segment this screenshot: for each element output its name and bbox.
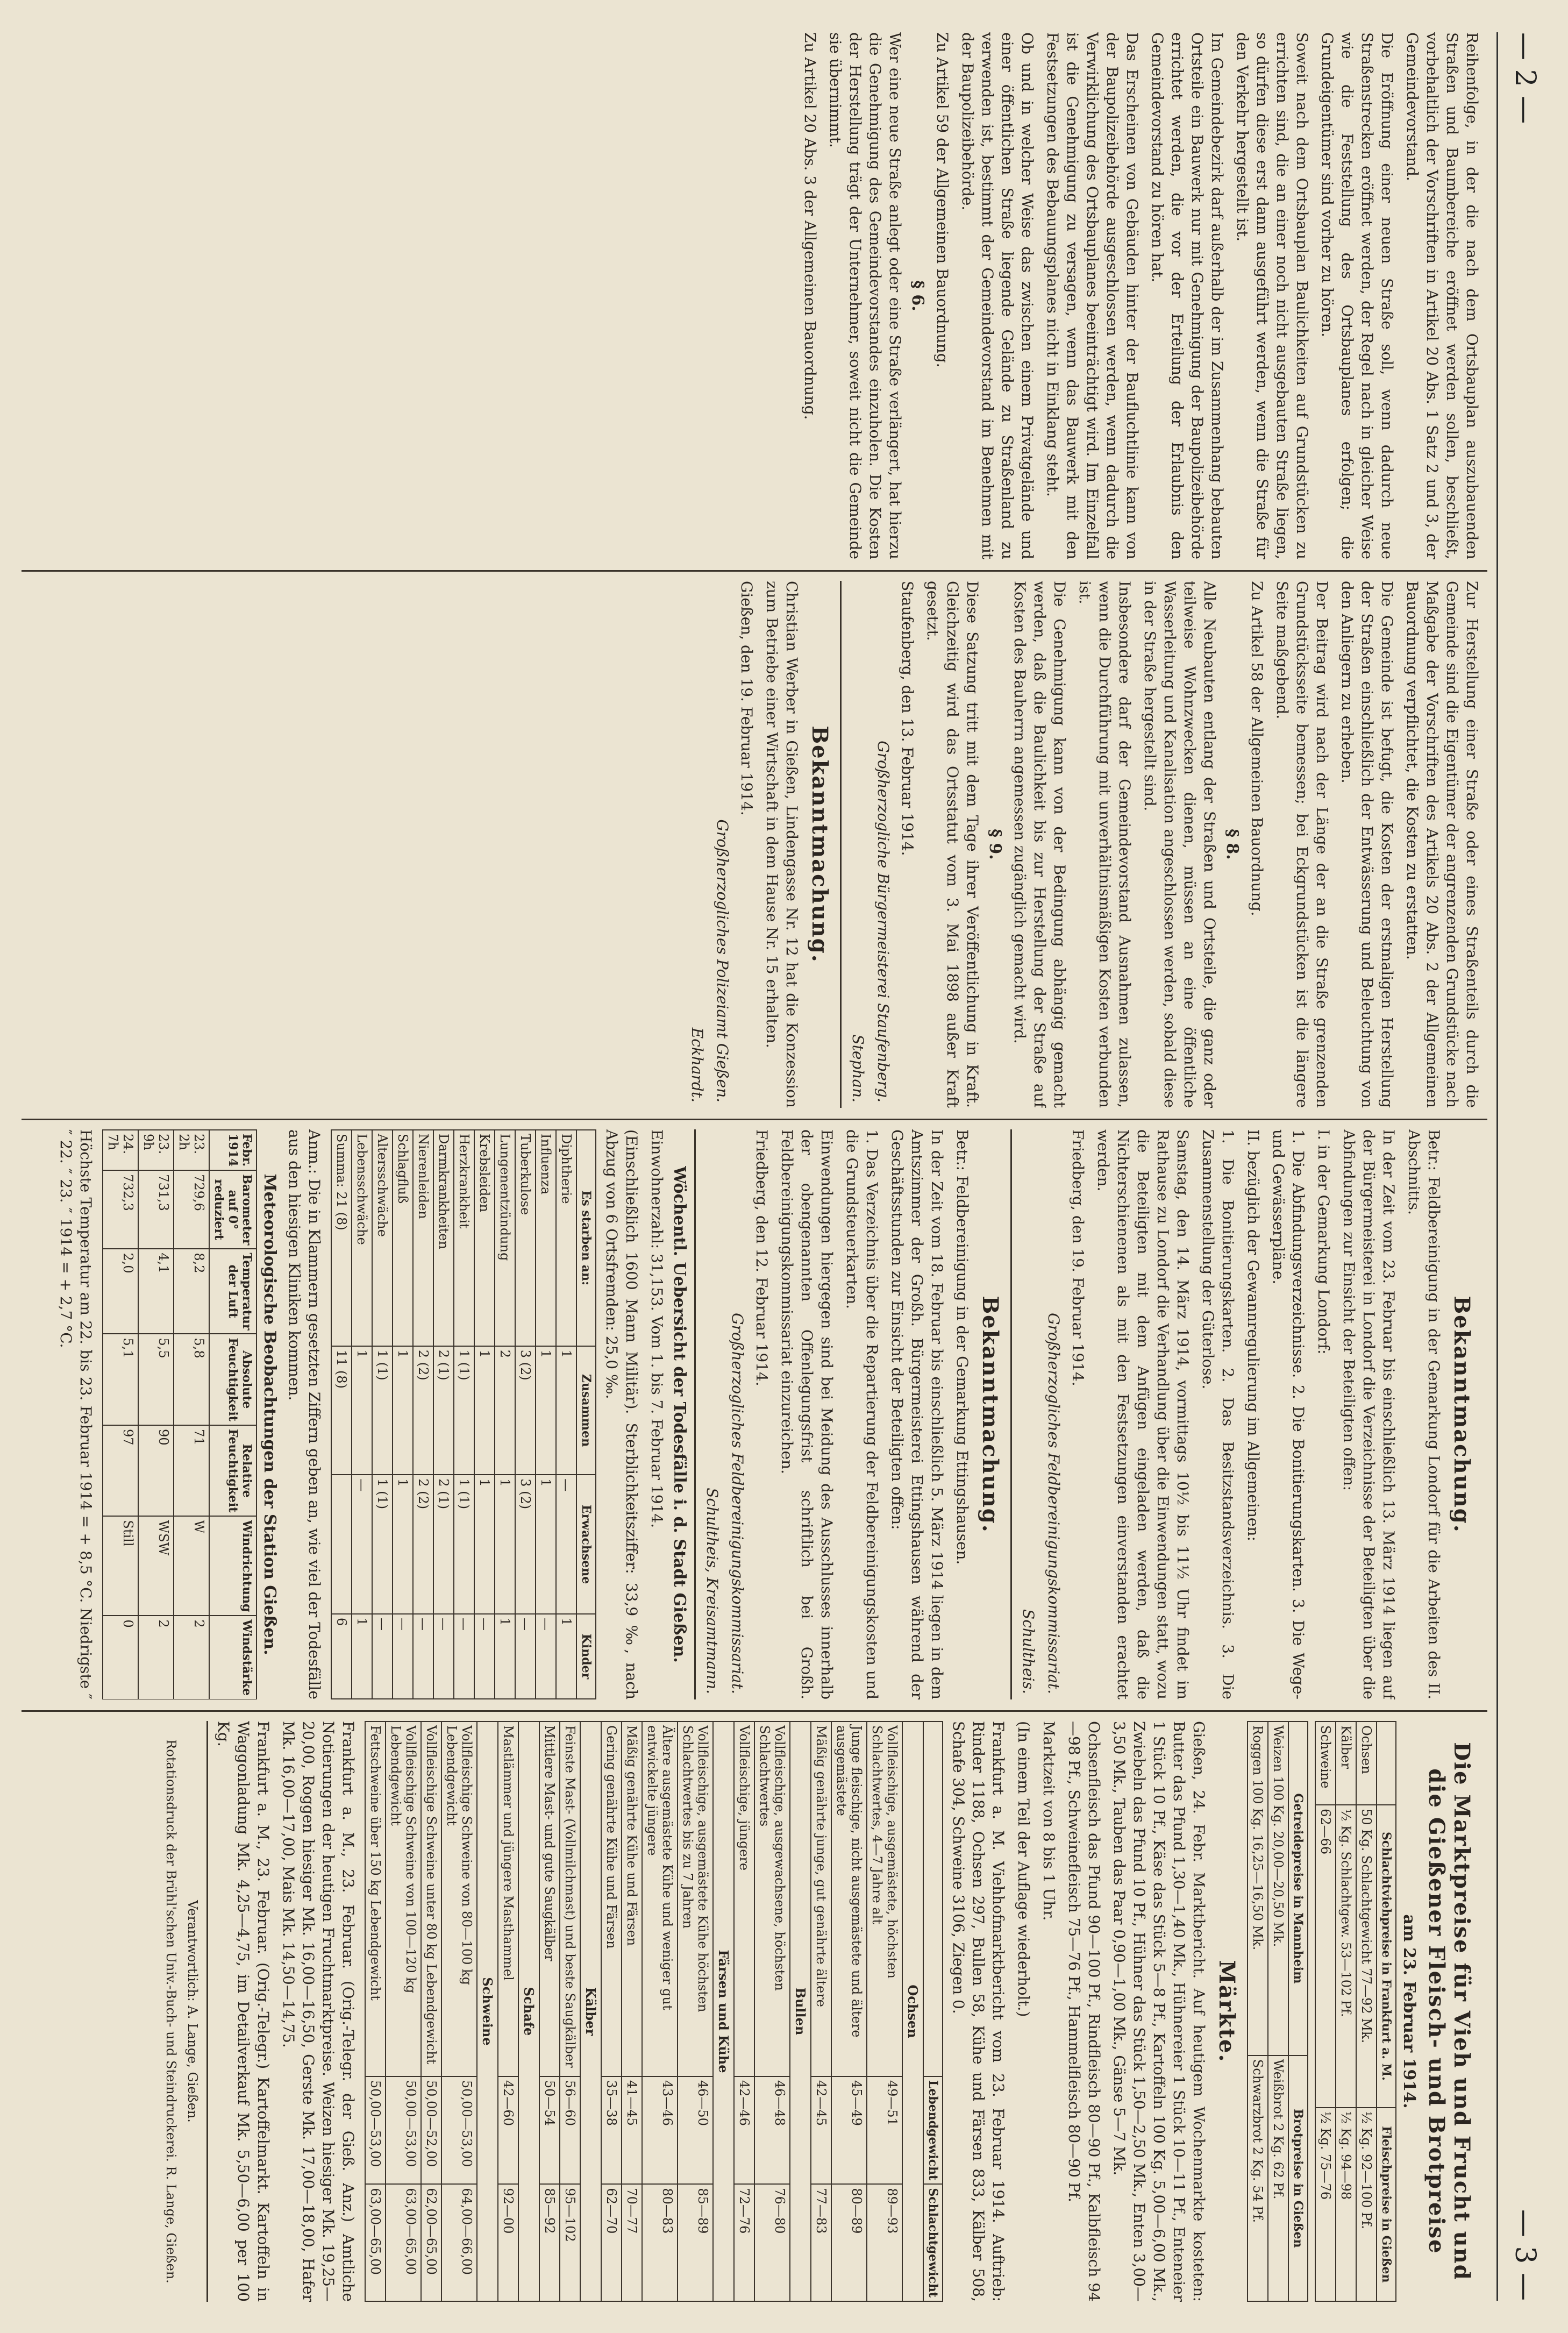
table-header-cell: Temperatur der Luft	[209, 1249, 256, 1334]
table-cell: 50—54	[539, 2076, 560, 2184]
table-cell: 85—89	[678, 2184, 713, 2301]
table-row	[1268, 1722, 1288, 2301]
table-row	[1248, 1722, 1268, 2301]
table-cell: Weißbrot 2 Kg. 62 Pf.	[1268, 2055, 1288, 2301]
group-name: Bullen	[790, 1722, 811, 2301]
col3-intro: Betr.: Feldbereinigung in der Gemarkung Londorf für die Arbeiten des II. Abschnitts.	[1405, 1129, 1443, 1699]
weekly-sub2: (Einschließlich 1600 Mann Militär). Sterblichkeitsziffer: 33,9 ‰, nach Abzug von 6 Ortsfremden: 25,0 ‰.	[603, 1129, 640, 1699]
table-cell: 1	[556, 1346, 576, 1475]
met-title: Meteorologische Beobachtungen der Station Gießen.	[260, 1173, 279, 1655]
table-cell: Herzkrankheit	[454, 1130, 474, 1346]
table-cell: 3 (2)	[515, 1346, 536, 1475]
col2-paragraph: Zu Artikel 58 der Allgemeinen Bauordnung.	[1248, 581, 1266, 916]
col2-paragraph: Der Beitrag wird nach der Länge der an die Straße grenzenden Grundstücksseite bemessen; bei Eckgrundstücken ist die längere Seite maßgebend.	[1273, 581, 1331, 1108]
table-cell: —	[474, 1614, 495, 1699]
weekly-sub: Einwohnerzahl: 31,153. Vom 1. bis 7. Februar 1914.	[648, 1129, 666, 1528]
col2-notice-title: Bekanntmachung.	[807, 725, 832, 963]
col2-section2-paragraph: Diese Satzung tritt mit dem Tage ihrer Veröffentlichung in Kraft. Gleichzeitig wird das Ortsstatut vom 3. Mai 1898 außer Kraft gesetzt.	[924, 581, 981, 1108]
table-header-cell: Febr. 1914	[209, 1130, 256, 1170]
table-cell: Altersschwäche	[372, 1130, 393, 1346]
table-cell: Nierenleiden	[413, 1130, 433, 1346]
col2-notice-office: Großherzogliches Polizeiamt Gießen.	[714, 819, 731, 1103]
table-row	[867, 1722, 902, 2301]
table-header-cell: Kinder	[576, 1614, 596, 1699]
table-cell: 1	[393, 1346, 413, 1475]
frucht-text: Frankfurt a. M., 23. Februar. (Orig.-Telegr. der Gieß. Anz.) Amtliche Notierungen der heutigen Fruchtmarktpreise. Weizen hiesiger Mk. 19,25—20,00, Roggen hiesiger Mk. 16,00—16,50, Gerste Mk. 17,00—18,00, Hafer Mk. 16,00—17,00, Mais Mk. 14,50—14,75.	[280, 1721, 357, 2302]
table-cell: 2	[495, 1346, 515, 1475]
table-row	[556, 1130, 576, 1699]
table-cell: 729,6	[174, 1170, 209, 1249]
table-cell: Krebsleiden	[474, 1130, 495, 1346]
table-cell: 77—83	[811, 2184, 831, 2301]
table-header-cell: Schlachtgewicht	[923, 2184, 943, 2301]
table-header-cell: Erwachsene	[576, 1475, 596, 1614]
table-cell: 24. 7h	[103, 1130, 138, 1170]
notice-divider	[840, 581, 842, 1108]
group-name: Färsen und Kühe	[713, 1722, 734, 2301]
table-header-cell: Zusammen	[576, 1346, 596, 1475]
group-row	[790, 1722, 811, 2301]
table-cell: 56—60	[560, 2076, 580, 2184]
table-cell: 35—38	[601, 2076, 622, 2184]
col3-intro2: Betr.: Feldbereinigung in der Gemarkung Ettingshausen.	[953, 1129, 971, 1565]
table-cell: Roggen 100 Kg. 16,25—16,50 Mk.	[1248, 1722, 1268, 2055]
table-cell: 1 (1)	[372, 1346, 393, 1475]
market-paragraph: Gießen, 24. Febr. Marktbericht. Auf heutigem Wochenmarkte kosteten: Butter das Pfund 1,30—1,40 Mk., Hühnereier 1 Stück 10—11 Pf., Enteneier 1 Stück 10 Pf., Käse das Stück 5—8 Pf., Kartoffeln 100 Kg. 5,00—6,00 Mk., Zwiebeln das Pfund 10 Pf., Hühner das Stück 1,50—2,50 Mk., Enten 3,00—3,50 Mk., Tauben das Paar 0,90—1,00 Mk., Gänse 5—7 Mk.	[1110, 1721, 1208, 2302]
table-cell: 64,00—66,00	[441, 2184, 477, 2301]
col2-office: Großherzogliche Bürgermeisterei Staufenberg.	[874, 741, 892, 1103]
table-header-cell: Lebendgewicht	[923, 2076, 943, 2184]
col3-signature2: Schultheis, Kreisamtmann.	[703, 1488, 721, 1694]
table-cell: 2	[138, 1616, 174, 1699]
table-cell: 97	[103, 1425, 138, 1516]
col3-paragraph2: 1. Das Verzeichnis über die Repartierung der Feldbereinigungskosten und die Grundsteuerkarten.	[843, 1129, 881, 1699]
table-cell: Fettschweine über 150 kg Lebendgewicht	[365, 1722, 386, 2076]
grain-body	[1248, 1722, 1288, 2301]
group-name: Kälber	[580, 1722, 601, 2301]
table-cell: 2 (1)	[433, 1475, 454, 1614]
col3-office: Großherzogliches Feldbereinigungskommissariat.	[1045, 1313, 1063, 1694]
table-cell: 42—46	[734, 2076, 754, 2184]
table-row	[1356, 1722, 1377, 2301]
table-header-cell	[923, 1722, 943, 2076]
col3-paragraph: II. bezüglich der Gewannregulierung im Allgemeinen:	[1244, 1129, 1262, 1541]
col3-paragraph: Samstag, den 14. März 1914, vormittags 10½ bis 11½ Uhr findet im Rathause zu Londorf die Verhandlung über die Einwendungen statt, wozu die Beteiligten mit dem Anfügen eingeladen werden, daß die Nichterschienenen als mit den Festsetzungen einverstanden erachtet werden.	[1094, 1129, 1192, 1699]
table-row	[474, 1130, 495, 1699]
table-cell: Schweine	[1315, 1722, 1336, 1805]
col1-paragraph: Soweit nach dem Ortsbauplan Baulichkeiten auf Grundstücken zu errichten sind, die an einer noch nicht ausgebauten Straße liegen, so dürfen diese erst dann ausgeführt werden, wenn die Straße für den Verkehr hergestellt ist.	[1234, 32, 1311, 559]
table-cell: 62,00—65,00	[421, 2184, 441, 2301]
table-row	[174, 1130, 209, 1699]
table-cell: 63,00—65,00	[386, 2184, 421, 2301]
grain-header-row	[1288, 1722, 1308, 2301]
table-header-cell: Windstärke	[209, 1616, 256, 1699]
table-cell: Schlagfluß	[393, 1130, 413, 1346]
table-row	[331, 1130, 352, 1699]
table-cell: Vollfleischige, ausgewachsene, höchsten Schlachtwertes	[754, 1722, 790, 2076]
table-cell: Feinste Mast- (Vollmilchmast) und beste Saugkälber	[560, 1722, 580, 2076]
market-paragraph: Ochsenfleisch das Pfund 90—100 Pf., Rindfleisch 80—90 Pf., Kalbfleisch 94—98 Pf., Schweinefleisch 75—76 Pf., Hammelfleisch 80—90 Pf.	[1065, 1721, 1103, 2302]
table-cell: 85—92	[539, 2184, 560, 2301]
market-prices-title: Die Marktpreise für Vieh und Frucht und die Gießener Fleisch- und Brotpreise	[1424, 1742, 1474, 2281]
table-cell: Gering genährte Kühe und Färsen	[601, 1722, 622, 2076]
table-cell: Vollfleischige Schweine von 100—120 kg Lebendgewicht	[386, 1722, 421, 2076]
table-cell: Vollfleischige, ausgemästete Kühe höchsten Schlachtwertes bis zu 7 Jahren	[678, 1722, 713, 2076]
table-header-cell	[1377, 1722, 1396, 1805]
table-cell	[331, 1475, 352, 1614]
table-row	[138, 1130, 174, 1699]
table-cell: 50 Kg. Schlachtgewicht 77—92 Mk.	[1356, 1805, 1377, 2108]
death-causes-body	[331, 1130, 576, 1699]
table-header-cell: Fleischpreise in Gießen	[1377, 2108, 1396, 2301]
table-cell: 0	[103, 1616, 138, 1699]
grain-prices-table	[1247, 1721, 1308, 2302]
table-cell: Summa: 21 (8)	[331, 1130, 352, 1346]
col2-paragraph: Die Gemeinde ist befugt, die Kosten der erstmaligen Herstellung der Straßen einschließlich der Entwässerung und Beleuchtung von den Anliegern zu erheben.	[1338, 581, 1396, 1108]
table-header-cell: Getreidepreise in Mannheim	[1288, 1722, 1308, 2055]
table-row	[352, 1130, 372, 1699]
table-cell: Vollfleischige Schweine von 80—100 kg Lebendgewicht	[441, 1722, 477, 2076]
table-cell: ½ Kg. 94—98	[1336, 2108, 1356, 2301]
kartoffel-text: Frankfurt a. M., 23. Februar. (Orig.-Telegr.) Kartoffelmarkt. Kartoffeln in Waggonladung Mk. 4,25—4,75, im Detailverkauf Mk. 5,50—6,00 per 100 Kg.	[215, 1721, 272, 2302]
market-note: (In einem Teil der Auflage wiederholt.)	[1015, 1721, 1032, 2017]
col2-notice-place: Gießen, den 19. Februar 1914.	[738, 581, 756, 816]
table-cell: 43—46	[642, 2076, 678, 2184]
col3-paragraph2: Einwendungen hiergegen sind bei Meidung des Ausschlusses innerhalb der obengenannten Offenlegungsfrist schriftlich bei Großh. Feldbereinigungskommissariat einzureichen.	[778, 1129, 836, 1699]
meat-prices-table	[1315, 1721, 1396, 2302]
col3-place-date: Friedberg, den 19. Februar 1914.	[1069, 1129, 1087, 1386]
table-header-cell: Schlachtviehpreise in Frankfurt a. M.	[1377, 1805, 1396, 2108]
col2-section-paragraph: Insbesondere darf der Gemeindevorstand Ausnahmen zulassen, wenn die Durchführung mit unverhältnismäßigen Kosten verbunden ist.	[1076, 581, 1134, 1108]
frankfurt-intro: Frankfurt a. M. Viehhofmarktbericht vom 23. Februar 1914. Auftrieb: Rinder 1188, Ochsen 297, Bullen 58, Kühe und Färsen 833, Kälber 508, Schafe 304, Schweine 3106, Ziegen 0.	[950, 1721, 1007, 2302]
column-divider	[22, 570, 1487, 572]
table-cell: Schwarzbrot 2 Kg. 54 Pf.	[1248, 2055, 1268, 2301]
table-cell: Vollfleischige, ausgemästete, höchsten Schlachtwertes, 4—7 Jahre alt	[867, 1722, 902, 2076]
table-cell: 92—00	[498, 2184, 518, 2301]
livestock-body	[365, 1722, 923, 2301]
table-row	[622, 1722, 642, 2301]
left-page-number: — 2 —	[1509, 32, 1541, 124]
table-cell: 1	[495, 1614, 515, 1699]
column-3	[22, 1129, 1482, 1699]
table-row	[536, 1130, 556, 1699]
table-row	[734, 1722, 754, 2301]
table-cell: 41—45	[622, 2076, 642, 2184]
table-row	[515, 1130, 536, 1699]
table-cell: —	[536, 1614, 556, 1699]
table-cell: 71	[174, 1425, 209, 1516]
table-row	[386, 1722, 421, 2301]
table-cell: Kälber	[1336, 1722, 1356, 1805]
table-header-cell: Barometer auf 0° reduziert	[209, 1170, 256, 1249]
table-row	[372, 1130, 393, 1699]
table-cell: 80—83	[642, 2184, 678, 2301]
page-header	[1503, 32, 1546, 2301]
table-cell: —	[556, 1475, 576, 1614]
col3-title: Bekanntmachung.	[1449, 1296, 1474, 1533]
table-row	[433, 1130, 454, 1699]
col1-section-paragraph: Wer eine neue Straße anlegt oder eine Straße verlängert, hat hierzu die Genehmigung des Gemeindevorstandes einzuholen. Die Kosten der Herstellung trägt der Unternehmer, soweit nicht die Gemeinde sie übernimmt.	[826, 32, 904, 559]
col2-section-paragraph: Alle Neubauten entlang der Straßen und Ortsteile, die ganz oder teilweise Wohnzwecken dienen, müssen an eine öffentliche Wasserleitung und Kanalisation angeschlossen werden, sobald diese in der Straße hergestellt sind.	[1141, 581, 1218, 1108]
death-causes-header-row	[576, 1130, 596, 1699]
table-cell: 2	[174, 1616, 209, 1699]
table-cell: WSW	[138, 1516, 174, 1616]
table-cell: 1	[352, 1346, 372, 1475]
table-cell: 49—51	[867, 2076, 902, 2184]
table-cell: 89—93	[867, 2184, 902, 2301]
table-cell: 63,00—65,00	[365, 2184, 386, 2301]
table-cell: 8,2	[174, 1249, 209, 1334]
table-row	[421, 1722, 441, 2301]
table-cell: 2,0	[103, 1249, 138, 1334]
table-cell: 80—89	[831, 2184, 867, 2301]
table-cell: 1 (1)	[454, 1475, 474, 1614]
col3-signature: Schultheis.	[1020, 1609, 1037, 1694]
table-cell: Mäßig genährte junge, gut genährte ältere	[811, 1722, 831, 2076]
table-header-cell: Absolute Feuchtigkeit	[209, 1334, 256, 1425]
table-cell: Influenza	[536, 1130, 556, 1346]
col1-paragraph: Im Gemeindebezirk darf außerhalb der im Zusammenhang bebauten Ortsteile ein Bauwerk nur mit Genehmigung der Baupolizeibehörde errichtet werden, die vor der Erteilung der Erlaubnis den Gemeindevorstand zu hören hat.	[1149, 32, 1226, 559]
livestock-header-row	[923, 1722, 943, 2301]
table-cell: 50,00—53,00	[365, 2076, 386, 2184]
table-cell: ½ Kg. 92—100 Pf.	[1356, 2108, 1377, 2301]
table-cell: W	[174, 1516, 209, 1616]
table-cell: 3 (2)	[515, 1475, 536, 1614]
table-cell: —	[433, 1614, 454, 1699]
table-cell: 23. 2h	[174, 1130, 209, 1170]
table-row	[560, 1722, 580, 2301]
col2-signature: Stephan.	[849, 1034, 867, 1103]
table-cell: Vollfleischige Schweine unter 80 kg Lebendgewicht	[421, 1722, 441, 2076]
footer-divider	[206, 1721, 208, 2302]
table-cell: 6	[331, 1614, 352, 1699]
table-cell: Vollfleischige, jüngere	[734, 1722, 754, 2076]
table-cell: Diphtherie	[556, 1130, 576, 1346]
table-cell: —	[393, 1614, 413, 1699]
table-cell: Mittlere Mast- und gute Saugkälber	[539, 1722, 560, 2076]
table-row	[498, 1722, 518, 2301]
table-cell: 1 (1)	[454, 1346, 474, 1475]
table-cell: 4,1	[138, 1249, 174, 1334]
table-row	[103, 1130, 138, 1699]
table-cell: 5,5	[138, 1334, 174, 1425]
table-cell: Mäßig genährte Kühe und Färsen	[622, 1722, 642, 2076]
col3-place-date2: Friedberg, den 12. Februar 1914.	[753, 1129, 771, 1386]
table-header-cell: Brotpreise in Gießen	[1288, 2055, 1308, 2301]
meat-header-row	[1377, 1722, 1396, 2301]
table-header-cell: Windrichtung	[209, 1516, 256, 1616]
livestock-prices-table	[365, 1721, 943, 2302]
table-cell: —	[515, 1614, 536, 1699]
table-row	[811, 1722, 831, 2301]
column-4	[22, 1721, 1482, 2302]
col1-section-paragraph: Zu Artikel 20 Abs. 3 der Allgemeinen Bauordnung.	[801, 32, 819, 420]
markets-title: Märkte.	[1214, 1960, 1239, 2063]
table-cell: 731,3	[138, 1170, 174, 1249]
table-row	[454, 1130, 474, 1699]
table-cell: 1	[556, 1614, 576, 1699]
table-cell: 46—50	[678, 2076, 713, 2184]
met-table	[102, 1129, 257, 1699]
table-cell: 62—66	[1315, 1805, 1336, 2108]
table-cell: 5,1	[103, 1334, 138, 1425]
group-name: Ochsen	[902, 1722, 923, 2301]
table-cell: 2 (2)	[413, 1475, 433, 1614]
col3-divider	[694, 1129, 696, 1699]
table-cell: 5,8	[174, 1334, 209, 1425]
table-header-cell: Relative Feuchtigkeit	[209, 1425, 256, 1516]
table-cell: 95—102	[560, 2184, 580, 2301]
table-cell: 72—76	[734, 2184, 754, 2301]
col3-title2: Bekanntmachung.	[978, 1296, 1003, 1533]
right-page-number: — 3 —	[1509, 2209, 1541, 2301]
table-row	[539, 1722, 560, 2301]
column-divider	[22, 1119, 1487, 1120]
table-cell: ½ Kg. Schlachtgew. 53—102 Pf.	[1336, 1805, 1356, 2108]
table-header-cell: Es starben an:	[576, 1130, 596, 1346]
table-cell: 50,00—53,00	[386, 2076, 421, 2184]
table-cell: Darmkrankheiten	[433, 1130, 454, 1346]
death-causes-table	[331, 1129, 596, 1699]
table-cell: 2 (1)	[433, 1346, 454, 1475]
table-cell: 732,3	[103, 1170, 138, 1249]
col2-notice-signature: Eckhardt.	[688, 1027, 706, 1103]
table-cell: 62—70	[601, 2184, 622, 2301]
table-cell: 46—48	[754, 2076, 790, 2184]
col1-paragraph: Das Erscheinen von Gebäuden hinter der Baufluchtlinie kann von der Baupolizeibehörde ausgeschlossen werden, wenn dadurch die Verwirklichung des Ortsbauplanes beeinträchtigt wird. Im Einzelfall ist die Genehmigung zu versagen, wenn das Bauwerk mit den Festsetzungen des Bebauungsplanes nicht in Einklang steht.	[1044, 32, 1141, 559]
table-cell: 1	[536, 1346, 556, 1475]
col3-paragraph: 1. Die Abfindungsverzeichnisse. 2. Die Bonitierungskarten. 3. Die Wege- und Gewässerpläne.	[1270, 1129, 1307, 1699]
col3-paragraph: I. in der Gemarkung Londorf:	[1315, 1129, 1332, 1355]
group-row	[713, 1722, 734, 2301]
table-cell: Mastlämmer und jüngere Masthammel	[498, 1722, 518, 2076]
table-cell: —	[413, 1614, 433, 1699]
column-1	[22, 32, 1482, 559]
table-cell: Junge fleischige, nicht ausgemästete und ältere ausgemästete	[831, 1722, 867, 2076]
group-row	[902, 1722, 923, 2301]
group-row	[518, 1722, 539, 2301]
table-cell: 1	[352, 1614, 372, 1699]
group-row	[477, 1722, 498, 2301]
group-name: Schafe	[518, 1722, 539, 2301]
col1-paragraph: Die Eröffnung einer neuen Straße soll, wenn dadurch neue Straßenstrecken eröffnet werden, der Regel nach in gleicher Weise wie die Feststellung des Ortsbauplanes erfolgen; die Grundeigentümer sind vorher zu hören.	[1318, 32, 1396, 559]
col3-paragraph2: In der Zeit vom 18. Februar bis einschließlich 5. März 1914 liegen in dem Amtszimmer der Großh. Bürgermeisterei Ettingshausen während der Geschäftsstunden zur Einsicht der Beteiligten offen:	[888, 1129, 946, 1699]
col2-section2-title: § 9.	[986, 829, 1004, 860]
table-cell: 1	[474, 1475, 495, 1614]
causes-note: Anm.: Die in Klammern gesetzten Ziffern geben an, wie viel der Todesfälle aus den hiesigen Kliniken kommen.	[286, 1129, 323, 1699]
table-cell: —	[352, 1475, 372, 1614]
table-row	[441, 1722, 477, 2301]
col3-paragraph: In der Zeit vom 23. Februar bis einschließlich 13. März 1914 liegen auf der Bürgermeisterei in Londorf die Verzeichnisse der Beteiligten über die Abfindungen zur Einsicht der Beteiligten offen:	[1340, 1129, 1398, 1699]
met-extremes: Höchste Temperatur am 22. bis 23. Februar 1914 = + 8,5 °C. Niedrigste ″ ″ 22. ″ 23. ″ 1914 = + 2,7 °C.	[57, 1129, 95, 1699]
col1-paragraph: Zu Artikel 59 der Allgemeinen Bauordnung.	[933, 32, 951, 368]
col1-section-title: § 6.	[908, 280, 927, 311]
table-row	[601, 1722, 622, 2301]
table-row	[831, 1722, 867, 2301]
met-body	[103, 1130, 209, 1699]
table-cell: —	[454, 1614, 474, 1699]
table-cell: 76—80	[754, 2184, 790, 2301]
col2-place-date: Staufenberg, den 13. Februar 1914.	[899, 581, 916, 856]
col2-section-title: § 8.	[1223, 829, 1242, 860]
table-cell: 1 (1)	[372, 1475, 393, 1614]
col1-paragraph: Ob und in welcher Weise das zwischen einem Privatgelände und einer öffentlichen Straße liegende Gelände zu Straßenland zu verwenden ist, bestimmt der Gemeindevorstand im Benehmen mit der Baupolizeibehörde.	[959, 32, 1036, 559]
table-cell: Lebensschwäche	[352, 1130, 372, 1346]
col3-divider	[1010, 1129, 1012, 1699]
table-row	[365, 1722, 386, 2301]
column-divider	[22, 1710, 1487, 1712]
table-cell: ½ Kg. 75—76	[1315, 2108, 1336, 2301]
col2-paragraph: Zur Herstellung einer Straße oder eines Straßenteils durch die Gemeinde sind die Eigentümer der angrenzenden Grundstücke nach Maßgabe der Vorschriften des Artikels 20 Abs. 2 der Allgemeinen Bauordnung verpflichtet, die Kosten zu erstatten.	[1403, 581, 1481, 1108]
meat-body	[1315, 1722, 1377, 2301]
table-cell: Lungenentzündung	[495, 1130, 515, 1346]
table-cell: —	[372, 1614, 393, 1699]
group-name: Schweine	[477, 1722, 498, 2301]
table-cell: 42—45	[811, 2076, 831, 2184]
col2-section-paragraph: Die Genehmigung kann von der Bedingung abhängig gemacht werden, daß die Baulichkeit bis zur Herstellung der Straße auf Kosten des Bauherrn angemessen zugänglich gemacht wird.	[1011, 581, 1068, 1108]
column-2	[22, 581, 1482, 1108]
table-cell: 1	[536, 1475, 556, 1614]
market-paragraph: Marktzeit von 8 bis 1 Uhr.	[1040, 1721, 1058, 1921]
table-row	[413, 1130, 433, 1699]
table-cell: 23. 9h	[138, 1130, 174, 1170]
table-cell: 70—77	[622, 2184, 642, 2301]
editor-line: Verantwortlich: A. Lange, Gießen.	[185, 1900, 200, 2123]
table-cell: Still	[103, 1516, 138, 1616]
weekly-title: Wöchentl. Uebersicht der Todesfälle i. d. Stadt Gießen.	[670, 1166, 689, 1663]
table-cell: Ochsen	[1356, 1722, 1377, 1805]
group-row	[580, 1722, 601, 2301]
met-header-row	[209, 1130, 256, 1699]
table-row	[495, 1130, 515, 1699]
table-row	[393, 1130, 413, 1699]
col2-notice-text: Christian Werber in Gießen, Lindengasse Nr. 12 hat die Konzession zum Betriebe einer Wirtschaft in dem Hause Nr. 15 erhalten.	[763, 581, 801, 1108]
table-cell: 1	[393, 1475, 413, 1614]
col1-paragraph: Reihenfolge, in der die nach dem Ortsbauplan auszubauenden Straßen und Baumbereiche eröffnet werden sollen, beschließt, vorbehaltlich der Vorschriften in Artikel 20 Abs. 1 Satz 2 und 3, der Gemeindevorstand.	[1403, 32, 1481, 559]
table-cell: Weizen 100 Kg. 20,00—20,50 Mk.	[1268, 1722, 1288, 2055]
table-cell: 2 (2)	[413, 1346, 433, 1475]
table-cell: 1	[474, 1346, 495, 1475]
table-cell: 42—60	[498, 2076, 518, 2184]
table-cell: 50,00—52,00	[421, 2076, 441, 2184]
table-row	[1336, 1722, 1356, 2301]
table-row	[754, 1722, 790, 2301]
printer-line: Rotationsdruck der Brühl'schen Univ.-Buch- und Steindruckerei. R. Lange, Gießen.	[163, 1739, 179, 2284]
table-cell: 11 (8)	[331, 1346, 352, 1475]
market-prices-subtitle: am 23. Februar 1914.	[1400, 1914, 1419, 2109]
table-cell: 50,00—53,00	[441, 2076, 477, 2184]
table-cell: Ältere ausgemästete Kühe und weniger gut entwickelte jüngere	[642, 1722, 678, 2076]
table-cell: Tuberkulose	[515, 1130, 536, 1346]
table-row	[678, 1722, 713, 2301]
table-cell: 90	[138, 1425, 174, 1516]
table-row	[642, 1722, 678, 2301]
table-row	[1315, 1722, 1336, 2301]
col3-office2: Großherzogliches Feldbereinigungskommissariat.	[729, 1313, 746, 1694]
table-cell: 45—49	[831, 2076, 867, 2184]
header-rule	[1496, 32, 1498, 2301]
col3-paragraph: 1. Die Bonitierungskarten. 2. Das Besitzstandsverzeichnis. 3. Die Zusammenstellung der Güterlose.	[1199, 1129, 1237, 1699]
table-cell: 1	[495, 1475, 515, 1614]
